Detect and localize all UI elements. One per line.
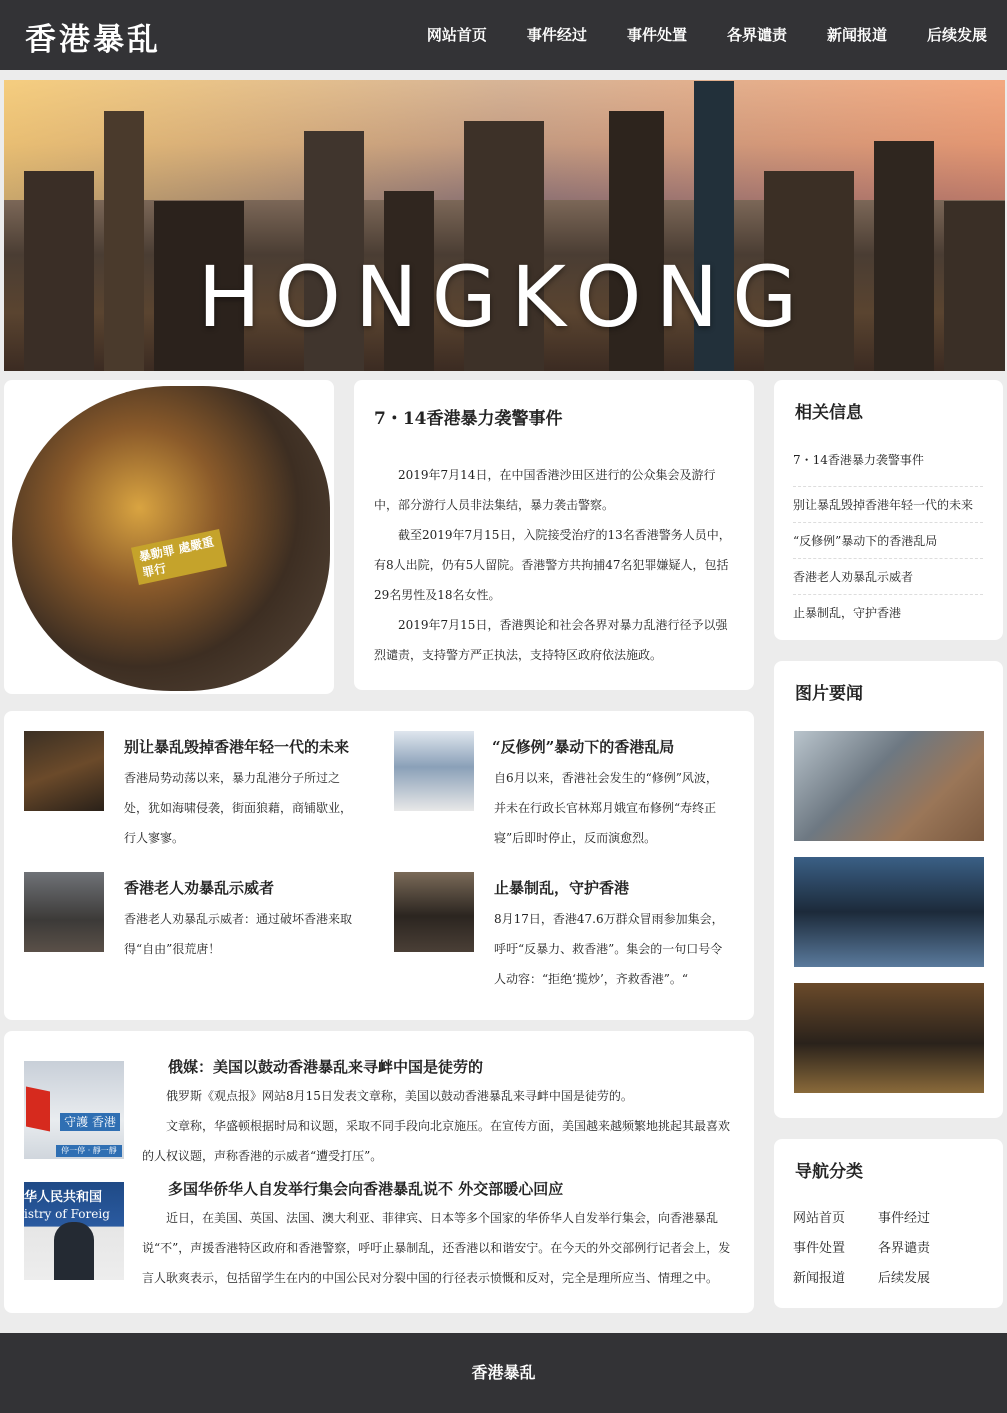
news-paragraph: 俄罗斯《观点报》网站8月15日发表文章称，美国以鼓动香港暴乱来寻衅中国是徒劳的。 (166, 1089, 633, 1103)
article-thumbnail[interactable] (24, 731, 104, 811)
related-list (793, 451, 983, 631)
news-thumbnail[interactable] (24, 1182, 124, 1280)
article-title[interactable]: 止暴制乱，守护香港 (494, 879, 630, 897)
main-nav (407, 0, 1007, 70)
gallery-photo[interactable] (794, 731, 984, 841)
news-image-banner: 停一停 · 靜一靜 (56, 1145, 122, 1157)
nav-events[interactable]: 事件经过 (526, 26, 587, 44)
feature-article-card (354, 380, 754, 690)
nav-category-card (774, 1139, 1003, 1308)
site-header (0, 0, 1007, 70)
feature-paragraph: 2019年7月14日，在中国香港沙田区进行的公众集会及游行中，部分游行人员非法集结，暴力袭击警察。 (374, 468, 716, 512)
nav-home[interactable]: 网站首页 (426, 26, 487, 44)
news-paragraph: 文章称，华盛顿根据时局和议题，采取不同手段向北京施压。在宣传方面，美国越来越频繁地挑起其最喜欢的人权议题，声称香港的示威者“遭受打压”。 (142, 1119, 731, 1163)
article-grid-card (4, 711, 754, 1020)
related-title: 相关信息 (795, 403, 863, 423)
site-logo[interactable]: 香港暴乱 (25, 22, 161, 58)
news-image-caption: 华人民共和国 (24, 1190, 103, 1205)
news-paragraph: 近日，在美国、英国、法国、澳大利亚、菲律宾、日本等多个国家的华侨华人自发举行集会，向香港暴乱说“不”，声援香港特区政府和香港警察，呼吁止暴制乱，还香港以和谐安宁。在今天的外交部例行记者会上，发言人耿爽表示，包括留学生在内的中国公民对分裂中国的行径表示愤慨和反对，完全是理所应当、情理之中。 (142, 1211, 731, 1285)
gallery-title: 图片要闻 (795, 684, 863, 704)
article-thumbnail[interactable] (394, 731, 474, 811)
category-link[interactable]: 事件经过 (878, 1211, 931, 1226)
article-title[interactable]: 别让暴乱毁掉香港年轻一代的未来 (124, 738, 350, 756)
nav-follow-up[interactable]: 后续发展 (926, 26, 987, 44)
category-link[interactable]: 后续发展 (878, 1271, 931, 1286)
photo-news-card (774, 661, 1003, 1118)
news-title[interactable]: 多国华侨华人自发举行集会向香港暴乱说不 外交部暖心回应 (168, 1180, 564, 1198)
nav-news[interactable]: 新闻报道 (826, 26, 887, 44)
category-link[interactable]: 事件处置 (793, 1241, 846, 1256)
related-item[interactable]: 香港老人劝暴乱示威者 (793, 559, 983, 595)
news-image-caption: 守護 香港 (60, 1113, 120, 1131)
feature-image-card (4, 380, 334, 694)
feature-paragraph: 截至2019年7月15日，入院接受治疗的13名香港警务人员中，有8人出院，仍有5人留院。香港警方共拘捕47名犯罪嫌疑人，包括29名男性及18名女性。 (374, 528, 731, 602)
article-summary: 香港老人劝暴乱示威者：通过破坏香港来取得“自由”很荒唐！ (124, 912, 353, 956)
related-item[interactable]: “反修例”暴动下的香港乱局 (793, 523, 983, 559)
category-link[interactable]: 各界谴责 (878, 1241, 931, 1256)
related-item[interactable]: 7・14香港暴力袭警事件 (793, 451, 983, 487)
news-image-caption: istry of Foreig (24, 1207, 110, 1221)
gallery-photo[interactable] (794, 857, 984, 967)
speaker-figure (54, 1222, 94, 1280)
footer-text: 香港暴乱 (471, 1363, 536, 1382)
feature-paragraph: 2019年7月15日，香港舆论和社会各界对暴力乱港行径予以强烈谴责，支持警方严正执法，支持特区政府依法施政。 (374, 618, 728, 662)
article-title[interactable]: “反修例”暴动下的香港乱局 (492, 738, 675, 756)
hero-banner (4, 80, 1005, 371)
related-info-card (774, 380, 1003, 640)
flag-icon (26, 1086, 50, 1131)
article-thumbnail[interactable] (24, 872, 104, 952)
related-item[interactable]: 别让暴乱毁掉香港年轻一代的未来 (793, 487, 983, 523)
news-thumbnail[interactable] (24, 1061, 124, 1159)
banner-title: HONGKONG (197, 248, 812, 346)
gallery-photo[interactable] (794, 983, 984, 1093)
news-body (142, 1081, 734, 1171)
category-link[interactable]: 新闻报道 (793, 1271, 846, 1286)
nav-condemnation[interactable]: 各界谴责 (726, 26, 787, 44)
article-summary: 自6月以来，香港社会发生的“修例”风波，并未在行政长官林郑月娥宣布修例“寿终正寝”后即时停止，反而演愈烈。 (494, 771, 718, 845)
article-summary: 香港局势动荡以来，暴力乱港分子所过之处，犹如海啸侵袭，街面狼藉，商铺歇业，行人寥寥。 (124, 771, 353, 845)
article-title[interactable]: 香港老人劝暴乱示威者 (124, 879, 275, 897)
nav-handling[interactable]: 事件处置 (626, 26, 687, 44)
news-title[interactable]: 俄媒：美国以鼓动香港暴乱来寻衅中国是徒劳的 (168, 1058, 484, 1076)
article-summary: 8月17日，香港47.6万群众冒雨参加集会，呼吁“反暴力、救香港”。集会的一句口号令人动容：“拒绝‘揽炒’，齐救香港”。“ (494, 912, 724, 986)
related-item[interactable]: 止暴制乱，守护香港 (793, 606, 902, 620)
site-footer (0, 1333, 1007, 1413)
news-body (142, 1203, 734, 1293)
article-thumbnail[interactable] (394, 872, 474, 952)
feature-image-caption: 暴動罪 處嚴重罪行 (131, 529, 227, 585)
feature-body (374, 460, 738, 670)
news-card (4, 1031, 754, 1313)
category-link[interactable]: 网站首页 (793, 1211, 846, 1226)
feature-title[interactable]: 7・14香港暴力袭警事件 (374, 409, 563, 429)
categories-title: 导航分类 (795, 1162, 863, 1182)
